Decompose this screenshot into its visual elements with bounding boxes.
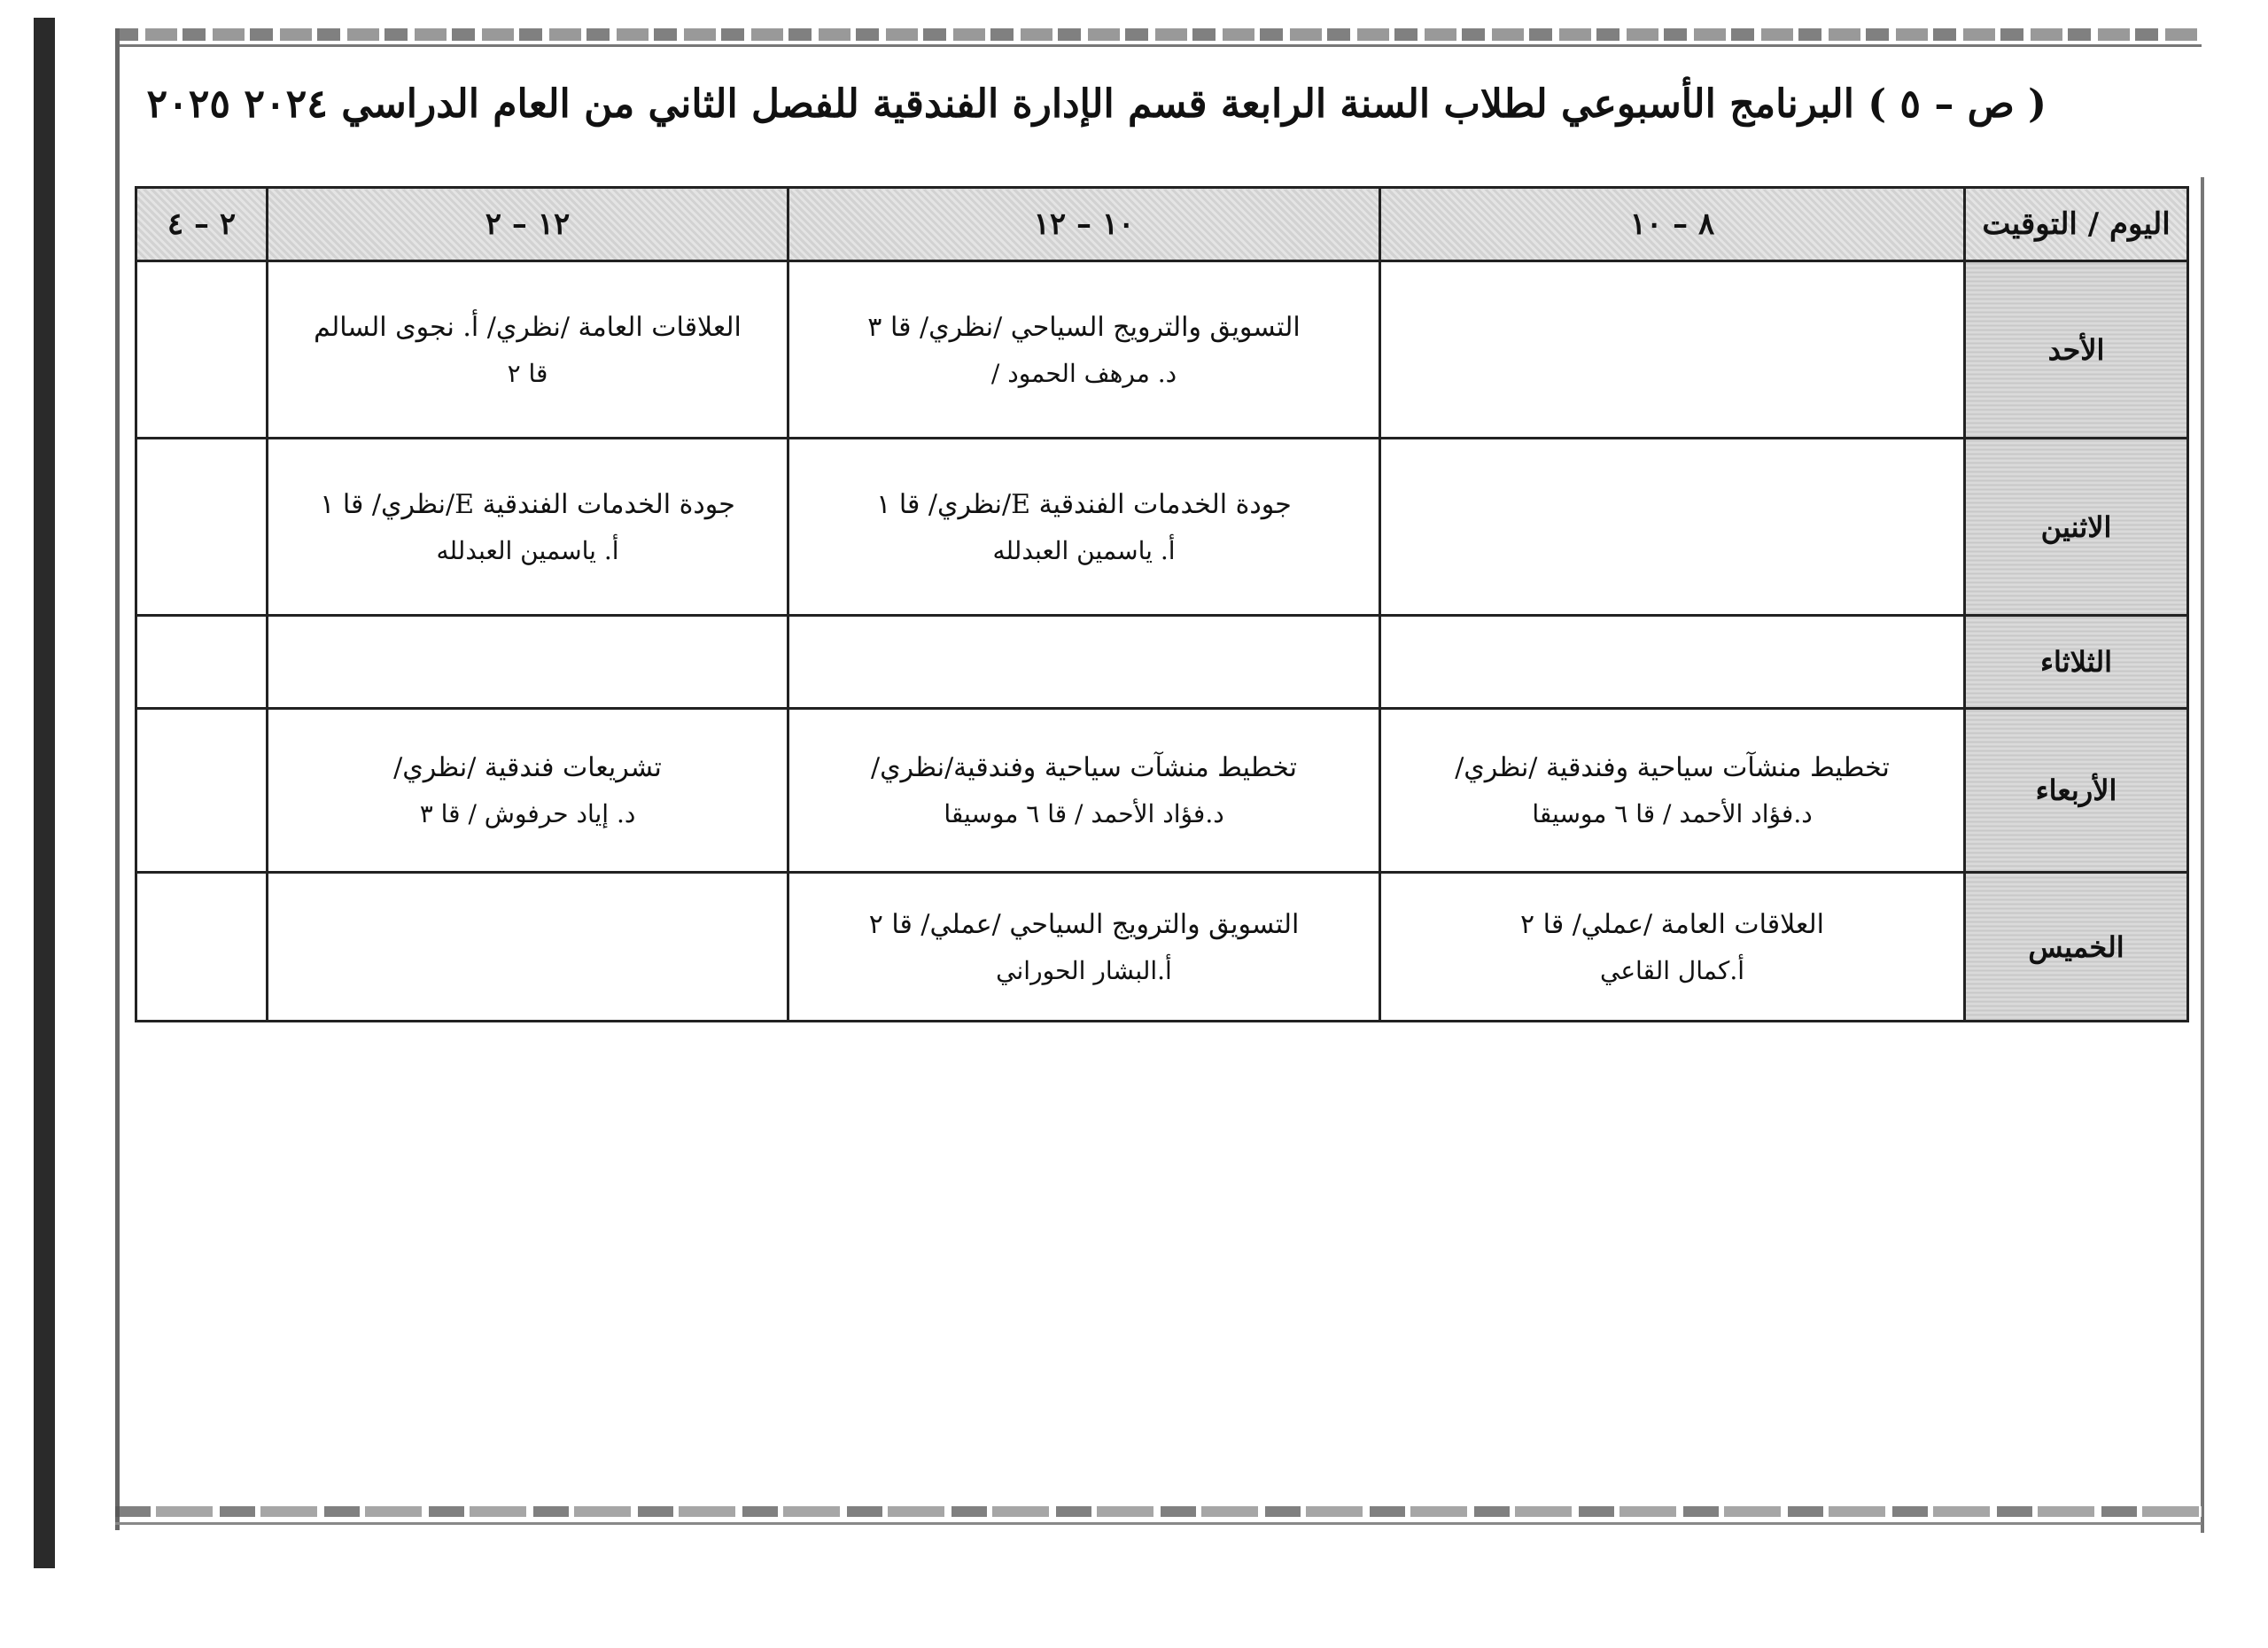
- cell-content: [268, 262, 787, 437]
- cell-content: [137, 439, 266, 614]
- course-line: العلاقات العامة /عملي/ قا ٢: [1520, 908, 1824, 940]
- schedule-cell: [1380, 616, 1965, 709]
- instructor-line: قا ٢: [507, 358, 548, 388]
- day-cell: الأحد: [1965, 261, 2188, 439]
- schedule-cell: [788, 261, 1380, 439]
- instructor-line: أ.البشار الحوراني: [996, 955, 1172, 985]
- frame-border-top-inner: [115, 44, 2202, 47]
- schedule-cell: [1380, 709, 1965, 873]
- frame-border-bottom: [115, 1506, 2202, 1517]
- instructor-line: أ. ياسمين العبدلله: [992, 535, 1176, 565]
- cell-content: [268, 617, 787, 707]
- course-line: تشريعات فندقية /نظري/: [393, 752, 662, 783]
- instructor-line: أ.كمال القاعي: [1599, 955, 1745, 985]
- course-line: العلاقات العامة /نظري/ أ. نجوى السالم: [314, 311, 742, 343]
- course-line: تخطيط منشآت سياحية وفندقية/نظري/: [870, 752, 1298, 783]
- schedule-cell: [136, 439, 268, 616]
- scan-edge-strip: [34, 18, 55, 1568]
- schedule-cell: [136, 616, 268, 709]
- schedule-cell: [788, 616, 1380, 709]
- day-cell: الخميس: [1965, 873, 2188, 1022]
- cell-content: [1381, 874, 1963, 1020]
- schedule-cell: [136, 261, 268, 439]
- course-line: جودة الخدمات الفندقية E/نظري/ قا ١: [876, 488, 1292, 520]
- instructor-line: د. إياد حرفوش / قا ٣: [419, 799, 636, 828]
- cell-content: [1381, 262, 1963, 437]
- frame-border-right: [2201, 177, 2204, 1533]
- table-row: [136, 616, 2188, 709]
- schedule-cell: [268, 709, 788, 873]
- frame-border-left: [115, 28, 120, 1530]
- course-line: تخطيط منشآت سياحية وفندقية /نظري/: [1455, 752, 1890, 783]
- schedule-cell: [268, 873, 788, 1022]
- schedule-cell: [268, 439, 788, 616]
- cell-content: [1381, 439, 1963, 614]
- header-slot-2-4: ٢ – ٤: [136, 188, 268, 261]
- cell-content: [1381, 710, 1963, 871]
- header-slot-12-2: ١٢ – ٢: [268, 188, 788, 261]
- day-cell: الثلاثاء: [1965, 616, 2188, 709]
- schedule-cell: [1380, 439, 1965, 616]
- schedule-cell: [136, 709, 268, 873]
- cell-content: [137, 262, 266, 437]
- cell-content: [268, 710, 787, 871]
- schedule-cell: [136, 873, 268, 1022]
- schedule-cell: [788, 709, 1380, 873]
- instructor-line: د.فؤاد الأحمد / قا ٦ موسيقا: [944, 799, 1224, 828]
- schedule-cell: [788, 439, 1380, 616]
- cell-content: [137, 874, 266, 1020]
- cell-content: [789, 710, 1379, 871]
- header-day-time: اليوم / التوقيت: [1965, 188, 2188, 261]
- schedule-cell: [268, 616, 788, 709]
- instructor-line: د. مرهف الحمود /: [990, 358, 1177, 388]
- table-row: [136, 873, 2188, 1022]
- document-title: ( ص – ٥ ) البرنامج الأسبوعي لطلاب السنة الرابعة قسم الإدارة الفندقية للفصل الثاني من العام الدراسي ٢٠٢٤ ٢٠٢٥: [146, 82, 2047, 127]
- header-slot-10-12: ١٠ – ١٢: [788, 188, 1380, 261]
- cell-content: [268, 874, 787, 1020]
- schedule-cell: [788, 873, 1380, 1022]
- table-header-row: [136, 188, 2188, 261]
- cell-content: [268, 439, 787, 614]
- schedule-cell: [1380, 261, 1965, 439]
- instructor-line: أ. ياسمين العبدلله: [436, 535, 619, 565]
- course-line: جودة الخدمات الفندقية E/نظري/ قا ١: [320, 488, 735, 520]
- cell-content: [789, 874, 1379, 1020]
- cell-content: [789, 262, 1379, 437]
- schedule-cell: [1380, 873, 1965, 1022]
- header-slot-8-10: ٨ – ١٠: [1380, 188, 1965, 261]
- table-row: [136, 261, 2188, 439]
- cell-content: [137, 617, 266, 707]
- cell-content: [789, 439, 1379, 614]
- table-row: [136, 439, 2188, 616]
- day-cell: الأربعاء: [1965, 709, 2188, 873]
- course-line: التسويق والترويج السياحي /نظري/ قا ٣: [867, 311, 1301, 343]
- course-line: التسويق والترويج السياحي /عملي/ قا ٢: [868, 908, 1300, 940]
- weekly-schedule-table: [135, 186, 2189, 1022]
- cell-content: [1381, 617, 1963, 707]
- schedule-body: [136, 261, 2188, 1022]
- table-row: [136, 709, 2188, 873]
- cell-content: [137, 710, 266, 871]
- schedule-cell: [268, 261, 788, 439]
- cell-content: [789, 617, 1379, 707]
- frame-border-bottom-inner: [115, 1522, 2202, 1525]
- frame-border-top: [115, 28, 2202, 41]
- instructor-line: د.فؤاد الأحمد / قا ٦ موسيقا: [1532, 799, 1813, 828]
- day-cell: الاثنين: [1965, 439, 2188, 616]
